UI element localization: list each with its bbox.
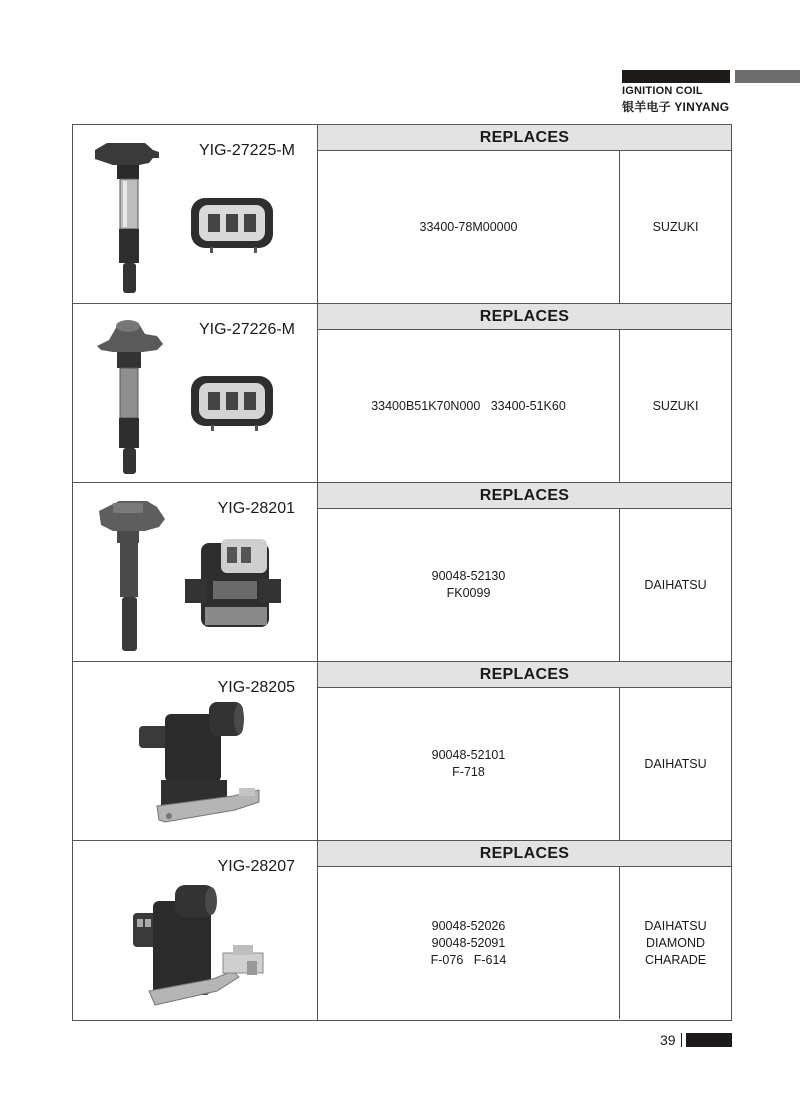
- product-row: [73, 483, 731, 662]
- replaces-heading: REPLACES: [318, 662, 731, 688]
- footer-bar: [686, 1033, 732, 1047]
- product-table: [72, 124, 732, 1021]
- product-image-cell: [73, 483, 318, 661]
- oem-number: FK0099: [446, 586, 491, 600]
- header-bar-grey: [735, 70, 800, 83]
- oem-numbers-cell: [318, 509, 620, 661]
- replaces-heading: REPLACES: [318, 304, 731, 330]
- oem-number: 33400-78M00000: [419, 219, 518, 234]
- product-model: YIG-27226-M: [198, 321, 295, 338]
- oem-number: 90048-52091: [431, 935, 506, 950]
- brand-name: 银羊电子 YINYANG: [622, 100, 730, 114]
- oem-number: 33400B51K70N000 33400-51K60: [371, 398, 566, 413]
- oem-numbers-cell: [318, 867, 620, 1019]
- product-row: [73, 125, 731, 304]
- oem-number: 90048-52101: [431, 748, 506, 762]
- replaces-heading: REPLACES: [318, 841, 731, 867]
- product-row: [73, 662, 731, 841]
- page-number: 39: [660, 1032, 676, 1048]
- vehicle-make-cell: [620, 509, 731, 661]
- vehicle-make: DAIHATSU: [644, 756, 707, 771]
- vehicle-make: DIAMOND: [645, 935, 706, 950]
- vehicle-make: DAIHATSU: [644, 577, 707, 592]
- vehicle-make: SUZUKI: [652, 219, 699, 234]
- product-model: YIG-28205: [217, 679, 295, 696]
- product-model: YIG-27225-M: [198, 142, 295, 159]
- vehicle-make: SUZUKI: [652, 398, 699, 413]
- vehicle-make: CHARADE: [644, 952, 707, 967]
- product-row: [73, 841, 731, 1020]
- oem-number: F-718: [452, 765, 485, 779]
- oem-numbers-cell: [318, 151, 620, 303]
- replaces-heading: REPLACES: [318, 483, 731, 509]
- vehicle-make-cell: [620, 330, 731, 482]
- oem-numbers-cell: [318, 330, 620, 482]
- oem-number: F-076 F-614: [430, 952, 507, 967]
- vehicle-make-cell: [620, 151, 731, 303]
- page-number-separator: [681, 1033, 682, 1047]
- product-model: YIG-28201: [217, 500, 295, 517]
- header-bar-dark: [622, 70, 730, 83]
- product-image-cell: [73, 125, 318, 303]
- replaces-heading: REPLACES: [318, 125, 731, 151]
- oem-number: 90048-52130: [431, 569, 506, 583]
- vehicle-make-cell: [620, 867, 731, 1019]
- product-image-cell: [73, 841, 318, 1020]
- product-image-cell: [73, 304, 318, 482]
- product-row: [73, 304, 731, 483]
- product-model: YIG-28207: [217, 858, 295, 875]
- oem-number: 90048-52026: [431, 918, 506, 933]
- vehicle-make: DAIHATSU: [644, 918, 707, 933]
- product-image-cell: [73, 662, 318, 840]
- section-title: IGNITION COIL: [622, 85, 703, 97]
- oem-numbers-cell: [318, 688, 620, 840]
- vehicle-make-cell: [620, 688, 731, 840]
